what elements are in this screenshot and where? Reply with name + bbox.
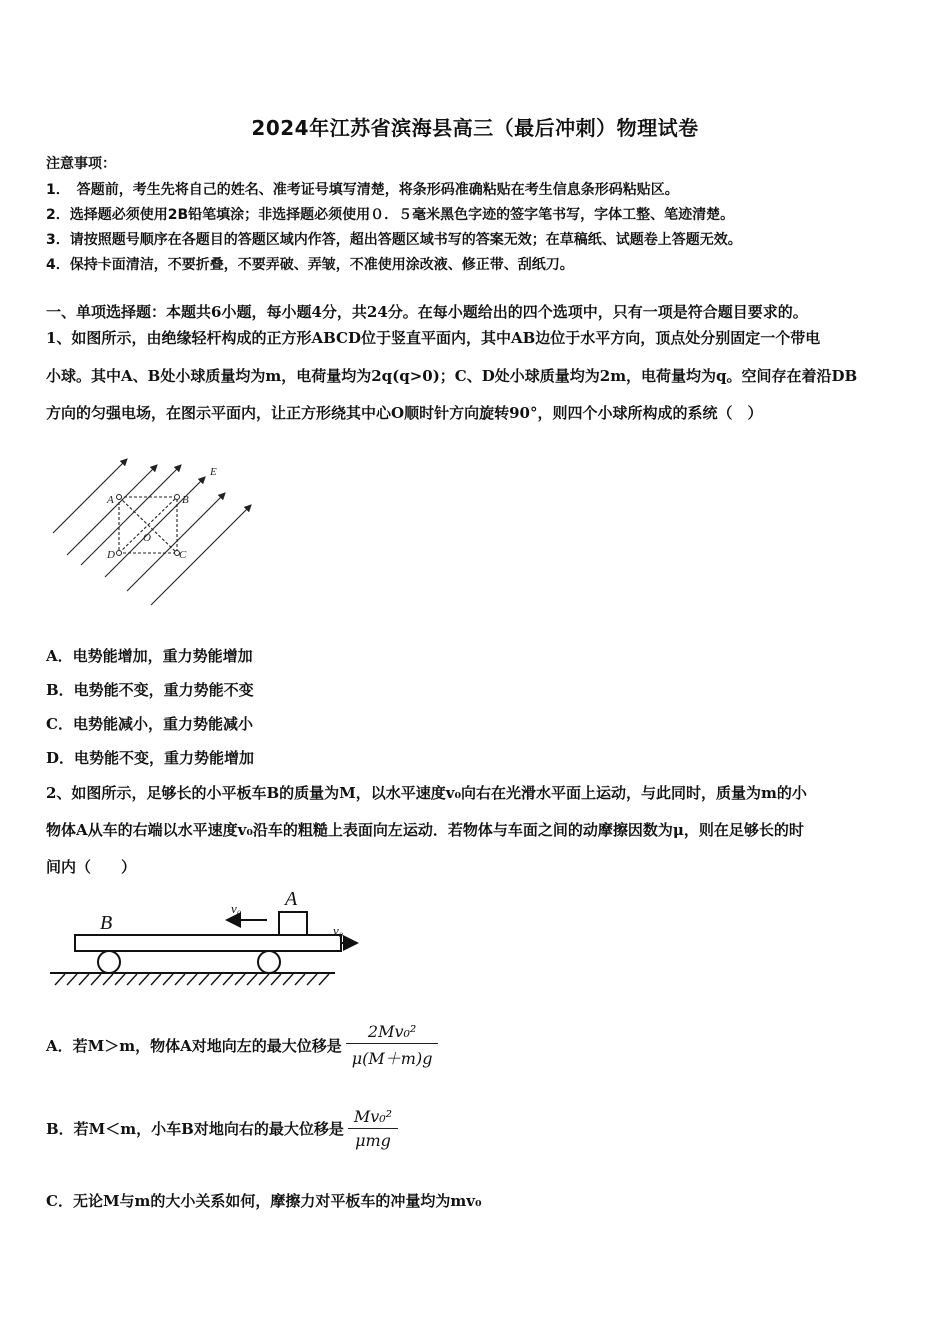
field-line xyxy=(53,459,127,533)
notice-item-3: 3．请按照题号顺序在各题目的答题区域内作答，超出答题区域书写的答案无效；在草稿纸、试题卷上答题无效。 xyxy=(46,232,742,248)
label-e: E xyxy=(210,466,217,478)
q2-option-a-text: A．若M＞m，物体A对地向左的最大位移是 xyxy=(46,1037,342,1055)
q1-option-a: A．电势能增加，重力势能增加 xyxy=(46,647,253,665)
q1-field-figure xyxy=(45,445,265,610)
q1-option-b: B．电势能不变，重力势能不变 xyxy=(46,681,254,699)
ball-d xyxy=(117,551,122,556)
label-a: A xyxy=(107,494,114,506)
q1-line-3: 方向的匀强电场，在图示平面内，让正方形绕其中心O顺时针方向旋转90°，则四个小球所构成的系统（ ） xyxy=(46,404,763,422)
section-1-heading: 一、单项选择题：本题共6小题，每小题4分，共24分。在每小题给出的四个选项中，只有一项是符合题目要求的。 xyxy=(46,303,808,321)
q2-option-b-text: B．若M＜m，小车B对地向右的最大位移是 xyxy=(46,1120,344,1138)
ball-a xyxy=(117,495,122,500)
q2-option-b-denominator: μmg xyxy=(355,1131,391,1150)
q2-option-a-fraction xyxy=(346,1022,439,1069)
notice-item-4: 4．保持卡面清洁，不要折叠，不要弄破、弄皱，不准使用涂改液、修正带、刮纸刀。 xyxy=(46,257,574,273)
notice-item-1: 1． 答题前，考生先将自己的姓名、准考证号填写清楚，将条形码准确粘贴在考生信息条形码粘贴区。 xyxy=(46,182,679,198)
label-d: D xyxy=(107,549,115,561)
field-line xyxy=(127,493,225,591)
q2-option-b-numerator: Mv₀² xyxy=(348,1107,398,1129)
label-cart-b: B xyxy=(100,912,113,934)
label-b: B xyxy=(182,494,189,506)
q2-line-1: 2、如图所示，足够长的小平板车B的质量为M，以水平速度v₀向右在光滑水平面上运动，与此同时，质量为m的小 xyxy=(46,784,807,802)
notice-item-2: 2．选择题必须使用2B铅笔填涂；非选择题必须使用０．５毫米黑色字迹的签字笔书写，字体工整、笔迹清楚。 xyxy=(46,207,735,223)
q2-option-a-denominator: μ(M＋m)g xyxy=(351,1049,433,1068)
label-block-a: A xyxy=(285,888,298,910)
q2-option-b-fraction xyxy=(348,1107,398,1150)
wheel-left xyxy=(98,951,120,973)
ground-hatch xyxy=(55,974,329,985)
field-line xyxy=(81,465,181,565)
wheel-right xyxy=(258,951,280,973)
q2-line-3: 间内（ ） xyxy=(46,858,137,876)
label-c: C xyxy=(179,549,187,561)
block-a xyxy=(279,912,307,935)
q2-option-c: C．无论M与m的大小关系如何，摩擦力对平板车的冲量均为mv₀ xyxy=(46,1192,482,1210)
field-line xyxy=(151,505,251,605)
field-line xyxy=(105,477,205,577)
q2-line-2: 物体A从车的右端以水平速度v₀沿车的粗糙上表面向左运动．若物体与车面之间的动摩擦因数为μ，则在足够长的时 xyxy=(46,821,804,839)
q2-cart-figure xyxy=(45,885,375,995)
ball-b xyxy=(175,495,180,500)
cart-b xyxy=(75,935,341,951)
q2-option-a xyxy=(46,1022,438,1069)
q1-option-d: D．电势能不变，重力势能增加 xyxy=(46,749,255,767)
notice-heading: 注意事项： xyxy=(46,156,116,172)
label-v0-left: v₀ xyxy=(231,901,242,916)
page-title: 2024年江苏省滨海县高三（最后冲刺）物理试卷 xyxy=(251,116,699,140)
q2-option-a-numerator: 2Mv₀² xyxy=(346,1022,439,1044)
q1-line-1: 1、如图所示，由绝缘轻杆构成的正方形ABCD位于竖直平面内，其中AB边位于水平方向，顶点处分别固定一个带电 xyxy=(46,329,821,347)
q1-line-2: 小球。其中A、B处小球质量均为m，电荷量均为2q(q>0)；C、D处小球质量均为2m，电荷量均为q。空间存在着沿DB xyxy=(46,367,858,385)
q1-option-c: C．电势能减小，重力势能减小 xyxy=(46,715,253,733)
q2-option-b xyxy=(46,1107,398,1150)
label-v0-right: v₀ xyxy=(333,923,344,938)
label-o: O xyxy=(143,532,151,544)
